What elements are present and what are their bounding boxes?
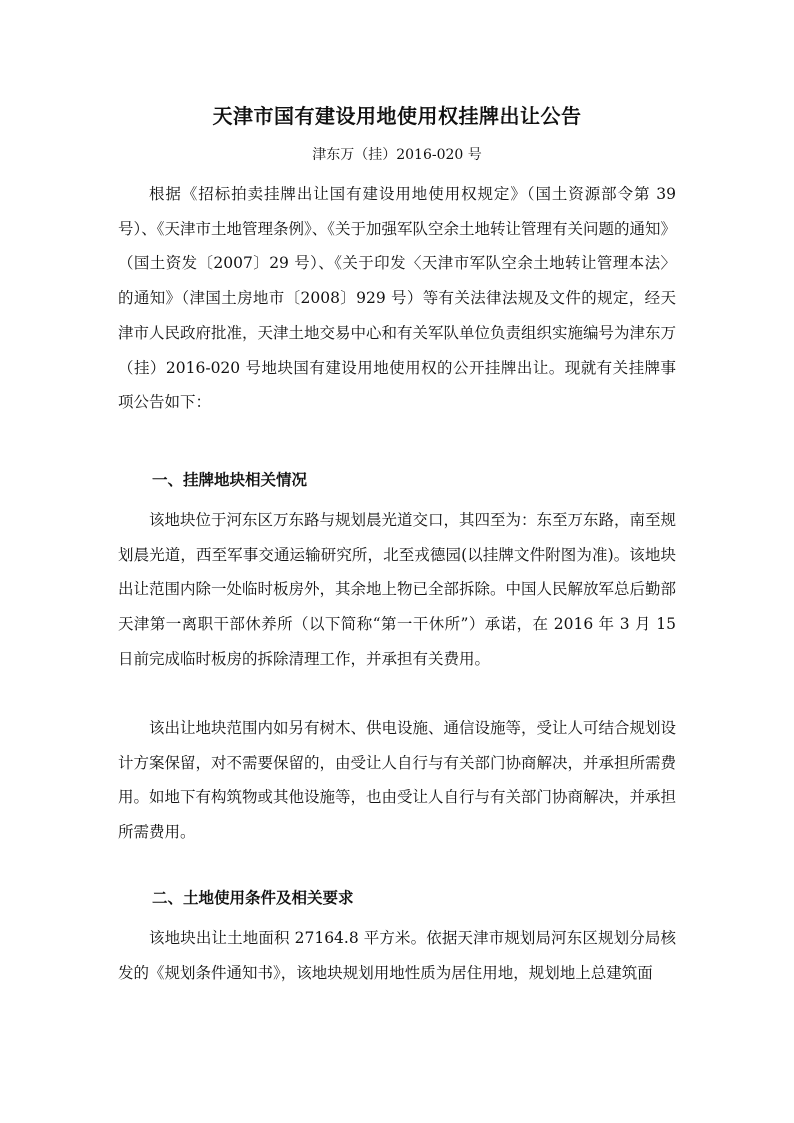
section-2-paragraph-1: 该地块出让土地面积 27164.8 平方米。依据天津市规划局河东区规划分局核发的《规划条件通知书》，该地块规划用地性质为居住用地，规划地上总建筑面 <box>118 929 676 982</box>
document-number: 津东万（挂）2016-020 号 <box>312 147 482 163</box>
section-heading-2: 二、土地使用条件及相关要求 <box>152 889 354 907</box>
page-title: 天津市国有建设用地使用权挂牌出让公告 <box>212 104 582 128</box>
section-1-paragraph-2: 该出让地块范围内如另有树木、供电设施、通信设施等，受让人可结合规划设计方案保留，对不需要保留的，由受让人自行与有关部门协商解决，并承担所需费用。如地下有构筑物或其他设施等，也由受让人自行与有关部门协商解决，并承担所需费用。 <box>118 719 677 842</box>
section-heading-1: 一、挂牌地块相关情况 <box>152 471 308 489</box>
section-1-paragraph-1: 该地块位于河东区万东路与规划晨光道交口，其四至为：东至万东路，南至规划晨光道，西至军事交通运输研究所，北至戎德园(以挂牌文件附图为准)。该地块出让范围内除一处临时板房外，其余地上物已全部拆除。中国人民解放军总后勤部天津第一离职干部休养所（以下简称“第一干休所”）承诺，在 2016 年 3 月 15 日前完成临时板房的拆除清理工作，并承担有关费用。 <box>118 511 677 668</box>
intro-paragraph: 根据《招标拍卖挂牌出让国有建设用地使用权规定》（国土资源部令第 39 号）、《天津市土地管理条例》、《关于加强军队空余土地转让管理有关问题的通知》（国土资发〔2007〕29 号）、《关于印发〈天津市军队空余土地转让管理本法〉的通知》（津国土房地市〔2008〕929 号）等有关法律法规及文件的规定，经天津市人民政府批准，天津土地交易中心和有关军队单位负责组织实施编号为津东万（挂）2016-020 号地块国有建设用地使用权的公开挂牌出让。现就有关挂牌事项公告如下： <box>118 185 677 412</box>
